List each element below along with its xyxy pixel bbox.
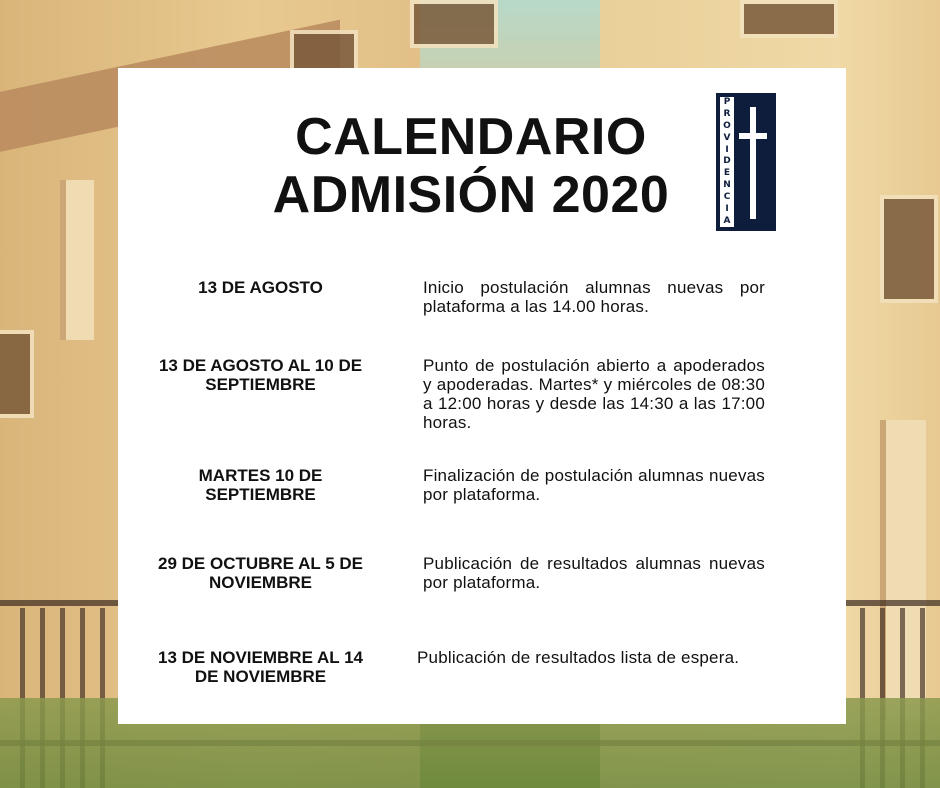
schedule-date: 13 DE AGOSTO AL 10 DE SEPTIEMBRE — [158, 356, 363, 394]
schedule-date: MARTES 10 DE SEPTIEMBRE — [198, 466, 323, 504]
schedule-date: 29 DE OCTUBRE AL 5 DE NOVIEMBRE — [158, 554, 363, 592]
logo-letters — [720, 97, 734, 227]
schedule-date: 13 DE AGOSTO — [198, 278, 323, 297]
logo-letter: C — [723, 191, 731, 202]
schedule-date: 13 DE NOVIEMBRE AL 14 DE NOVIEMBRE — [158, 648, 364, 686]
logo-letter: O — [723, 121, 731, 132]
window — [880, 195, 938, 303]
title-line-2: ADMISIÓN 2020 — [272, 166, 670, 224]
schedule-description: Inicio postulación alumnas nuevas por plataforma a las 14.00 horas. — [423, 278, 765, 316]
logo-letter: I — [725, 203, 729, 214]
logo-letter: N — [723, 180, 731, 191]
schedule-description: Finalización de postulación alumnas nuevas por plataforma. — [423, 466, 765, 504]
schedule-description: Publicación de resultados lista de espera. — [417, 648, 740, 667]
logo-letter: P — [723, 97, 731, 108]
calendar-card — [118, 68, 846, 724]
column — [60, 180, 94, 340]
window — [0, 330, 34, 418]
window — [740, 0, 838, 38]
title-line-1: CALENDARIO — [295, 108, 647, 166]
logo-letter: A — [723, 215, 731, 226]
logo-letter: E — [723, 168, 731, 179]
schedule-description: Publicación de resultados alumnas nuevas por plataforma. — [423, 554, 765, 592]
window — [410, 0, 498, 48]
providencia-logo — [716, 93, 776, 231]
logo-letter: R — [723, 109, 731, 120]
logo-letter: V — [723, 132, 731, 143]
page-title — [246, 108, 696, 224]
schedule-description: Punto de postulación abierto a apoderados y apoderadas. Martes* y miércoles de 08:30 a 12:00 horas y desde las 14:30 a las 17:00 horas. — [423, 356, 765, 432]
logo-letter: D — [723, 156, 731, 167]
logo-letter: I — [725, 144, 729, 155]
